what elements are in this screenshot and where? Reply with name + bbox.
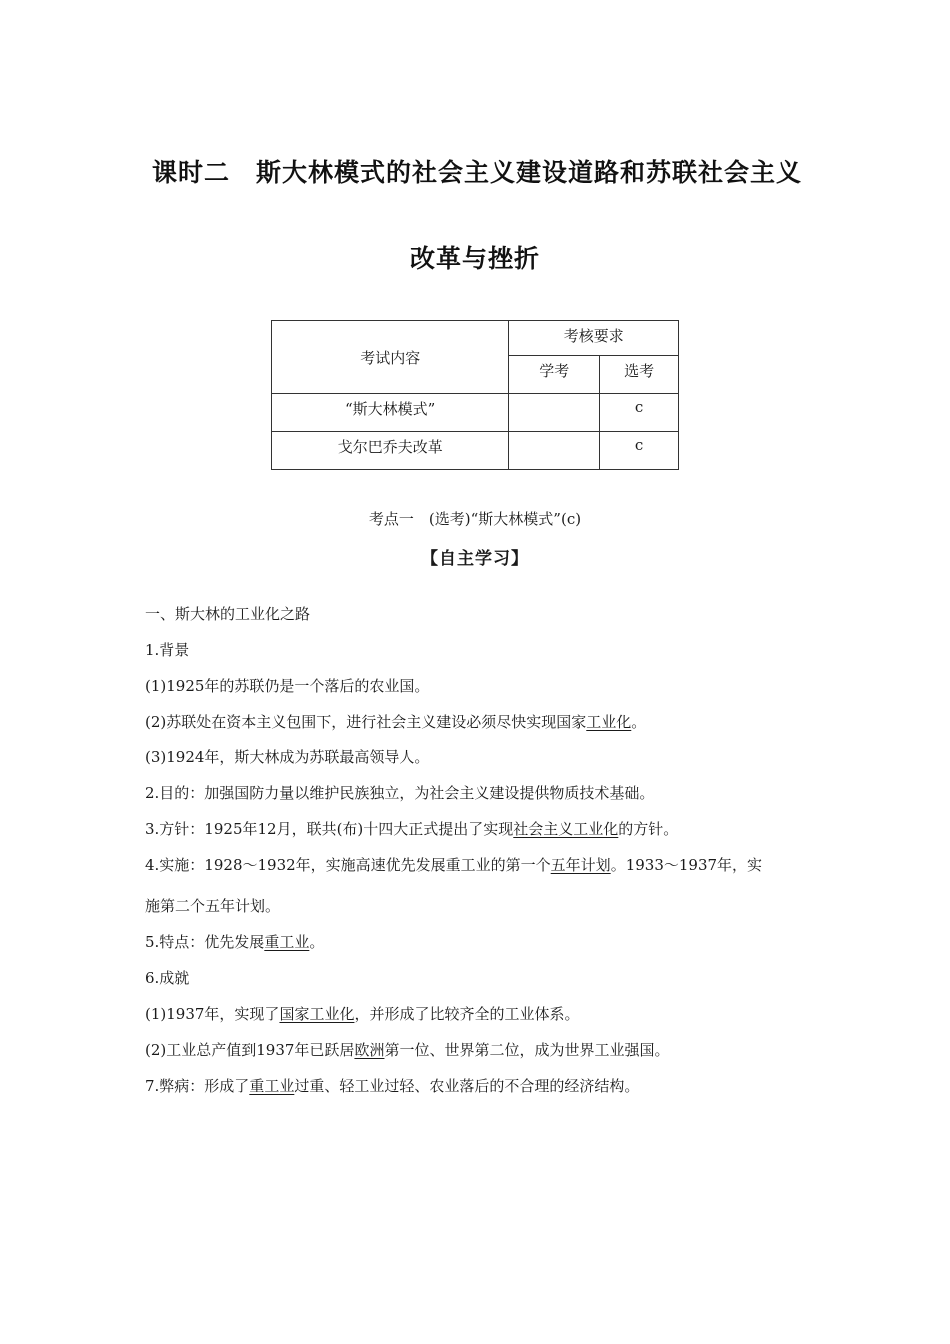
header-xuekao: 学考 [509,356,600,394]
text: (2)工业总产值到1937年已跃居 [145,1041,355,1059]
page-title-line-1: 课时二 斯大林模式的社会主义建设道路和苏联社会主义 [151,158,802,187]
row-xuekao [509,394,600,432]
text: 。 [631,713,647,731]
row-xuankao: c [600,432,679,470]
exam-requirements-table [271,320,679,470]
section-heading: 【自主学习】 [421,549,529,569]
text: 。1933～1937年，实 [610,856,763,874]
heading-industrialization: 一、斯大林的工业化之路 [145,605,311,623]
underlined-answer: 重工业 [264,933,310,951]
page-title-line-2: 改革与挫折 [409,244,540,273]
underlined-answer: 欧洲 [354,1041,385,1059]
text: 。 [309,933,325,951]
table-row [272,432,679,470]
underlined-answer: 社会主义工业化 [513,820,619,838]
item-background-3: (3)1924年，斯大林成为苏联最高领导人。 [145,748,430,766]
text: 第一位、世界第二位，成为世界工业强国。 [384,1041,670,1059]
row-content: 戈尔巴乔夫改革 [272,432,509,470]
item-achievements-1 [145,1003,579,1024]
text: 3.方针：1925年12月，联共(布)十四大正式提出了实现 [145,820,514,838]
header-exam-content: 考试内容 [272,321,509,394]
item-achievements-2 [145,1039,669,1060]
header-exam-requirement: 考核要求 [509,321,679,356]
item-background-2 [145,711,646,732]
item-policy [145,818,678,839]
text: 过重、轻工业过轻、农业落后的不合理的经济结构。 [294,1077,640,1095]
item-features [145,931,324,952]
text: 7.弊病：形成了 [145,1077,250,1095]
underlined-answer: 工业化 [586,713,632,731]
item-purpose: 2.目的：加强国防力量以维护民族独立，为社会主义建设提供物质技术基础。 [145,784,655,802]
item-background: 1.背景 [145,641,190,659]
text: ，并形成了比较齐全的工业体系。 [354,1005,580,1023]
text: 的方针。 [618,820,679,838]
text: (1)1937年，实现了 [145,1005,280,1023]
kaodian-label: 考点一 (选考)“斯大林模式”(c) [368,510,582,528]
underlined-answer: 国家工业化 [279,1005,355,1023]
underlined-answer: 重工业 [249,1077,295,1095]
row-xuankao: c [600,394,679,432]
item-achievements: 6.成就 [145,969,190,987]
header-xuankao: 选考 [600,356,679,394]
text: 5.特点：优先发展 [145,933,265,951]
item-drawbacks [145,1075,639,1096]
row-xuekao [509,432,600,470]
text: 4.实施：1928～1932年，实施高速优先发展重工业的第一个 [145,856,551,874]
item-implementation [145,854,762,875]
text: (2)苏联处在资本主义包围下，进行社会主义建设必须尽快实现国家 [145,713,587,731]
table-row [272,394,679,432]
row-content: “斯大林模式” [272,394,509,432]
item-implementation-cont: 施第二个五年计划。 [145,897,281,915]
underlined-answer: 五年计划 [550,856,611,874]
item-background-1: (1)1925年的苏联仍是一个落后的农业国。 [145,677,430,695]
